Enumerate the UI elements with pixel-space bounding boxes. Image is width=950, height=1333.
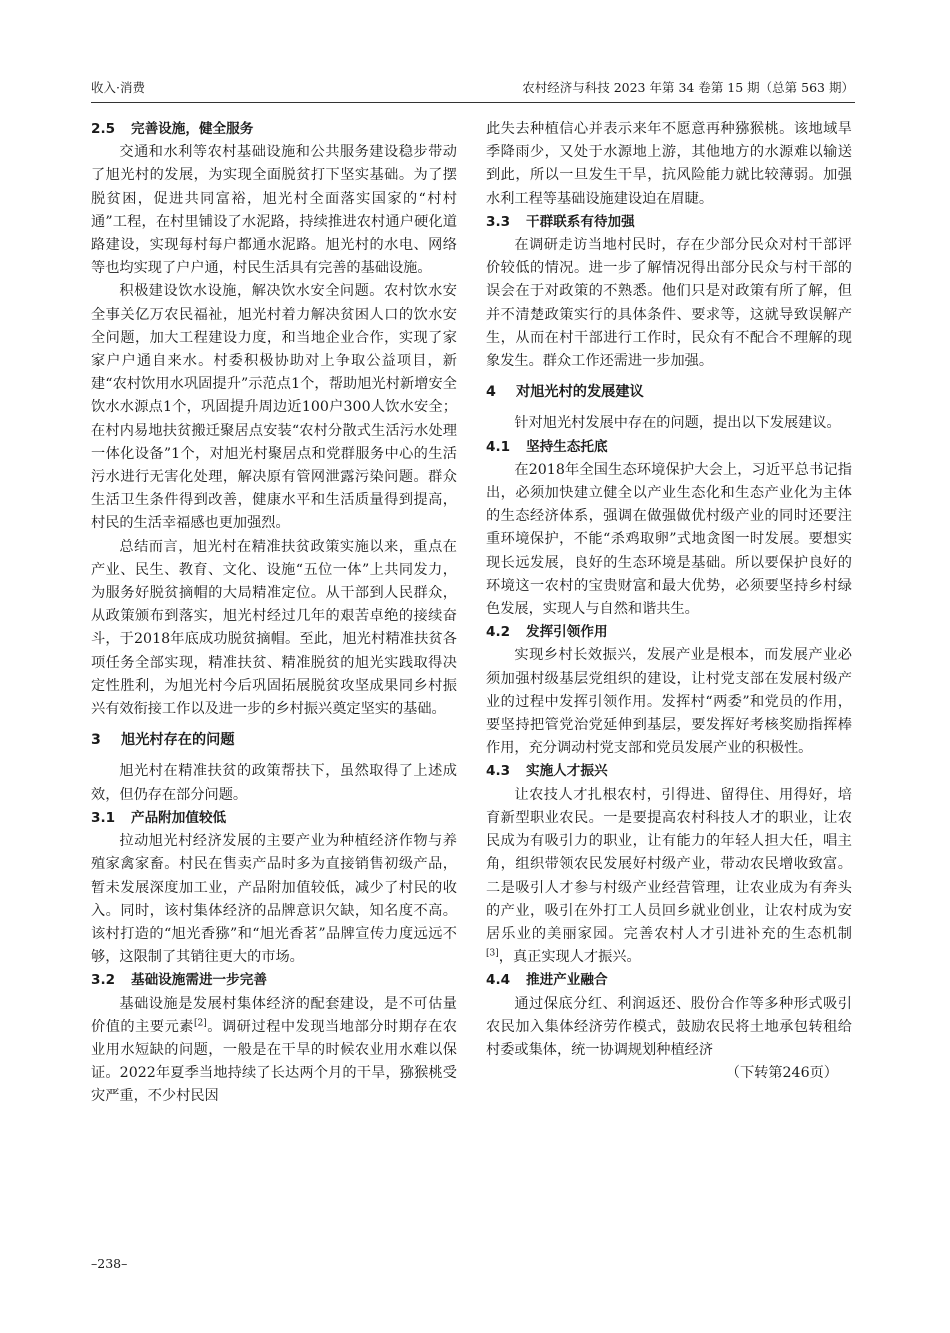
section-title: 干群联系有待加强 xyxy=(526,213,635,230)
section-heading-4-1 xyxy=(486,436,852,459)
section-heading-4-3 xyxy=(486,760,852,783)
section-number: 3.2 xyxy=(91,972,116,989)
section-number: 3.3 xyxy=(486,213,511,230)
paragraph-text: 让农技人才扎根农村，引得进、留得住、用得好，培育新型职业农民。一是要提高农村科技人才的职业，让农民成为有吸引力的职业，让有能力的年轻人担大任，唱主角，组织带领农民发展好村级产业，带动农民增收致富。二是吸引人才参与村级产业经营管理，让农业成为有奔头的产业，吸引在外打工人员回乡就业创业，让农村成为安居乐业的美丽家园。完善农村人才引进补充的生态机制 xyxy=(486,786,852,942)
section-heading-4-4 xyxy=(486,969,852,992)
paragraph: 交通和水利等农村基础设施和公共服务建设稳步带动了旭光村的发展，为实现全面脱贫打下坚实基础。为了摆脱贫困，促进共同富裕，旭光村全面落实国家的“村村通”工程，在村里铺设了水泥路，持续推进农村通户硬化道路建设，实现每村每户都通水泥路。旭光村的水电、网络等也均实现了户户通，村民生活具有完善的基础设施。 xyxy=(91,144,457,277)
header-rule xyxy=(91,102,855,103)
paragraph: 针对旭光村发展中存在的问题，提出以下发展建议。 xyxy=(514,415,841,432)
section-title: 发挥引领作用 xyxy=(526,624,608,641)
section-heading-3-3 xyxy=(486,211,852,234)
section-heading-3 xyxy=(91,729,457,752)
section-number: 4.2 xyxy=(486,624,511,641)
section-heading-3-1 xyxy=(91,807,457,830)
section-title: 产品附加值较低 xyxy=(131,809,227,826)
paragraph: 通过保底分红、利润返还、股份合作等多种形式吸引农民加入集体经济劳作模式，鼓励农民将土地承包转租给村委或集体，统一协调规划种植经济 xyxy=(486,995,852,1058)
paragraph xyxy=(91,993,457,1109)
citation-ref[interactable]: [2] xyxy=(194,1017,207,1028)
section-title: 坚持生态托底 xyxy=(526,438,608,455)
section-heading-4-2 xyxy=(486,621,852,644)
section-title: 旭光村存在的问题 xyxy=(121,732,235,749)
section-number: 3 xyxy=(91,732,101,749)
citation-ref[interactable]: [3] xyxy=(486,948,499,959)
right-column xyxy=(486,118,852,1085)
paragraph-text: 。调研过程中发现当地部分时期存在农业用水短缺的问题，一般是在干旱的时候农业用水难以保证。2022年夏季当地持续了长达两个月的干旱，猕猴桃受灾严重，不少村民因 xyxy=(91,1018,457,1105)
section-number: 4 xyxy=(486,384,496,401)
section-title: 推进产业融合 xyxy=(526,972,608,989)
paragraph-text: ，真正实现人才振兴。 xyxy=(498,949,641,966)
paragraph: 在2018年全国生态环境保护大会上，习近平总书记指出，必须加快建立健全以产业生态化和生态产业化为主体的生态经济体系，强调在做强做优村级产业的同时还要注重环境保护，不能“杀鸡取卵”式地贪图一时发展。要想实现长远发展，良好的生态环境是基础。所以要保护良好的环境这一农村的宝贵财富和最大优势，必须要坚持乡村绿色发展，实现人与自然和谐共生。 xyxy=(486,461,852,618)
page-number: –238– xyxy=(91,1256,128,1271)
paragraph: 旭光村在精准扶贫的政策帮扶下，虽然取得了上述成效，但仍存在部分问题。 xyxy=(91,763,457,803)
paragraph-continued: 此失去种植信心并表示来年不愿意再种猕猴桃。该地域旱季降雨少，又处于水源地上游，其他地方的水源难以输送到此，所以一旦发生干旱，抗风险能力就比较薄弱。加强水利工程等基础设施建设迫在眉睫。 xyxy=(486,121,852,207)
section-number: 4.3 xyxy=(486,763,511,780)
paragraph: 拉动旭光村经济发展的主要产业为种植经济作物与养殖家禽家畜。村民在售卖产品时多为直接销售初级产品，暂未发展深度加工业，产品附加值较低，减少了村民的收入。同时，该村集体经济的品牌意识欠缺，知名度不高。该村打造的“旭光香猕”和“旭光香茗”品牌宣传力度远远不够，这限制了其销往更大的市场。 xyxy=(91,833,457,966)
section-title: 基础设施需进一步完善 xyxy=(131,972,267,989)
section-number: 4.1 xyxy=(486,438,511,455)
left-column xyxy=(91,118,457,1109)
section-number: 3.1 xyxy=(91,809,116,826)
paragraph: 积极建设饮水设施，解决饮水安全问题。农村饮水安全事关亿万农民福祉，旭光村着力解决贫困人口的饮水安全问题，加大工程建设力度，和当地企业合作，实现了家家户户通自来水。村委积极协助对上争取公益项目，新建“农村饮用水巩固提升”示范点1个，帮助旭光村新增安全饮水水源点1个，巩固提升周边近100户300人饮水安全；在村内易地扶贫搬迁聚居点安装“农村分散式生活污水处理一体化设备”1个，对旭光村聚居点和党群服务中心的生活污水进行无害化处理，解决原有管网泄露污染问题。群众生活卫生条件得到改善，健康水平和生活质量得到提高，村民的生活幸福感也更加强烈。 xyxy=(91,283,457,532)
section-title: 实施人才振兴 xyxy=(526,763,608,780)
paragraph-text: 基础设施是发展村集体经济的配套建设，是不可估量价值的主要元素 xyxy=(91,995,457,1035)
paragraph: 总结而言，旭光村在精准扶贫政策实施以来，重点在产业、民生、教育、文化、设施“五位一体”上共同发力，为服务好脱贫摘帽的大局精准定位。从干部到人民群众，从政策颁布到落实，旭光村经过几年的艰苦卓绝的接续奋斗，于2018年底成功脱贫摘帽。至此，旭光村精准扶贫各项任务全部实现，精准扶贫、精准脱贫的旭光实践取得决定性胜利，为旭光村今后巩固拓展脱贫攻坚成果同乡村振兴有效衔接工作以及进一步的乡村振兴奠定坚实的基础。 xyxy=(91,538,457,718)
paragraph: 实现乡村长效振兴，发展产业是根本，而发展产业必须加强村级基层党组织的建设，让村党支部在发展村级产业的过程中发挥引领作用。发挥村“两委”和党员的作用，要坚持把管党治党延伸到基层，要发挥好考核奖励指挥棒作用，充分调动村党支部和党员发展产业的积极性。 xyxy=(486,647,852,757)
section-heading-2-5 xyxy=(91,118,457,141)
section-number: 2.5 xyxy=(91,121,116,137)
running-header-journal: 农村经济与科技 2023 年第 34 卷第 15 期（总第 563 期） xyxy=(522,80,854,95)
section-number: 4.4 xyxy=(486,972,511,989)
section-heading-4 xyxy=(486,381,852,404)
section-heading-3-2 xyxy=(91,969,457,992)
continued-note: （下转第246页） xyxy=(725,1065,838,1082)
section-title: 对旭光村的发展建议 xyxy=(516,384,644,401)
running-header-section: 收入·消费 xyxy=(91,80,145,95)
section-title: 完善设施，健全服务 xyxy=(131,121,254,137)
paragraph xyxy=(486,784,852,970)
paragraph: 在调研走访当地村民时，存在少部分民众对村干部评价较低的情况。进一步了解情况得出部分民众与村干部的误会在于对政策的不熟悉。他们只是对政策有所了解，但并不清楚政策实行的具体条件、要求等，这就导致误解产生，从而在村干部进行工作时，民众有不配合不理解的现象发生。群众工作还需进一步加强。 xyxy=(486,237,852,370)
